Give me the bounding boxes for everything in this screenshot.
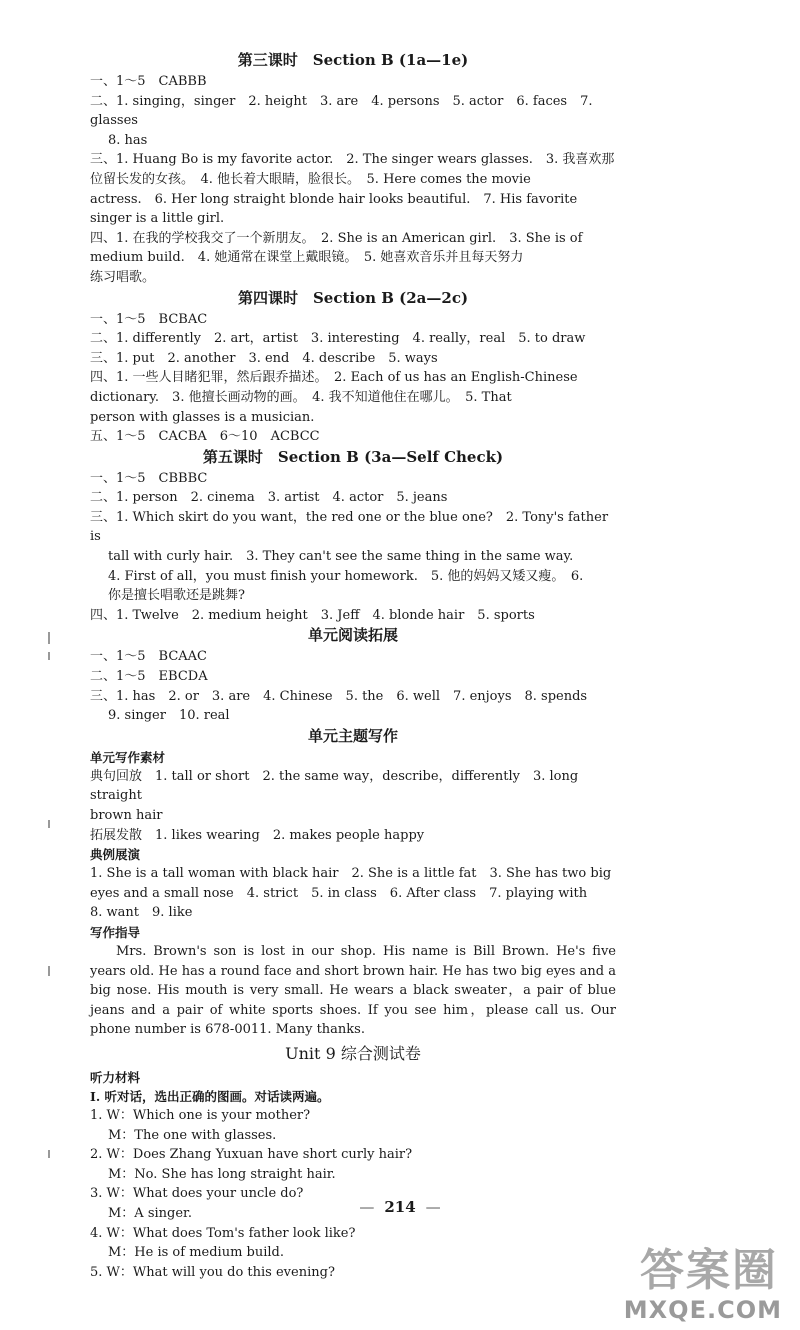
answer-line: brown hair <box>90 808 163 823</box>
section-title: 第三课时 Section B (1a—1e) <box>237 51 469 69</box>
answer-line: 二、1. singing，singer 2. height 3. are 4. persons 5. actor 6. faces 7. glasses <box>90 93 597 129</box>
guide-label: 写作指导 <box>90 924 141 940</box>
answer-line: actress. 6. Her long straight blonde hair looks beautiful. 7. His favorite <box>90 191 578 207</box>
answer-line: M：He is of medium build. <box>108 1245 285 1261</box>
page-number: — 214 — <box>359 1198 441 1216</box>
material-lines <box>90 767 616 845</box>
answer-line: 4. First of all，you must finish your homework. 5. 他的妈妈又矮又瘦。 6. <box>108 568 584 584</box>
answer-line: 8. want 9. like <box>90 905 193 921</box>
answer-line: 9. singer 10. real <box>108 708 230 724</box>
answer-line: 一、1～5 CABBB <box>90 74 207 89</box>
lesson-section <box>90 50 616 288</box>
sample-essay: Mrs. Brown's son is lost in our shop. His name is Bill Brown. He's five years old. He has a round face and short brown hair. He has two big eyes and a big nose. His mouth is very small. He wears a black sweater，a pair of blue jeans and a pair of white sports shoes. If you see him，please call us. Our phone number is 678-0011. Many thanks. <box>90 943 616 1038</box>
answer-line: 三、1. Huang Bo is my favorite actor. 2. The singer wears glasses. 3. 我喜欢那 <box>90 152 615 168</box>
section-title: 第五课时 Section B (3a—Self Check) <box>202 447 504 466</box>
unit-title: Unit 9 综合测试卷 <box>285 1043 421 1063</box>
answer-line: 位留长发的女孩。 4. 他长着大眼睛，脸很长。 5. Here comes the movie <box>90 171 531 187</box>
answer-line: 5. W：What will you do this evening? <box>90 1264 335 1280</box>
answer-line: 一、1～5 BCBAC <box>90 311 208 327</box>
margin-mark <box>48 652 50 660</box>
answer-line: M：The one with glasses. <box>108 1127 277 1143</box>
writing-section <box>90 726 616 1040</box>
answer-line: 拓展发散 1. likes wearing 2. makes people happy <box>90 827 425 843</box>
margin-mark <box>48 1150 50 1158</box>
lesson-sections <box>90 50 616 726</box>
answer-page <box>90 50 616 1282</box>
answer-line: 1. She is a tall woman with black hair 2. She is a little fat 3. She has two big <box>90 866 612 882</box>
answer-line: 4. W：What does Tom's father look like? <box>90 1225 356 1241</box>
section-title: 单元阅读拓展 <box>307 626 398 645</box>
watermark-site: MXQE.COM <box>623 1296 782 1324</box>
answer-line: 二、1. person 2. cinema 3. artist 4. actor 5. jeans <box>90 490 448 506</box>
lesson-section <box>90 288 616 447</box>
lesson-section <box>90 447 616 626</box>
unit-test-section <box>90 1044 616 1282</box>
answer-line: 典句回放 1. tall or short 2. the same way，describe，differently 3. long straight <box>90 768 583 804</box>
answer-line: 五、1～5 CACBA 6～10 ACBCC <box>90 429 320 445</box>
answer-line: 8. has <box>108 132 148 148</box>
answer-line: 二、1. differently 2. art，artist 3. interesting 4. really，real 5. to draw <box>90 331 586 347</box>
answer-line: singer is a little girl. <box>90 211 225 227</box>
margin-mark <box>48 632 50 644</box>
answer-line: person with glasses is a musician. <box>90 409 315 425</box>
answer-line: 三、1. Which skirt do you want，the red one or the blue one? 2. Tony's father is <box>90 509 613 545</box>
example-lines <box>90 864 616 923</box>
answer-line: 三、1. put 2. another 3. end 4. describe 5. ways <box>90 350 438 366</box>
writing-title: 单元主题写作 <box>307 726 398 745</box>
listening-instruction: Ⅰ. 听对话，选出正确的图画。对话读两遍。 <box>90 1088 330 1104</box>
answer-line: M：No. She has long straight hair. <box>108 1166 336 1182</box>
answer-line: 你是擅长唱歌还是跳舞? <box>108 588 245 604</box>
answer-line: medium build. 4. 她通常在课堂上戴眼镜。 5. 她喜欢音乐并且每天努力 <box>90 250 524 266</box>
answer-line: eyes and a small nose 4. strict 5. in class 6. After class 7. playing with <box>90 885 588 901</box>
answer-line: dictionary. 3. 他擅长画动物的画。 4. 我不知道他住在哪儿。 5. That <box>90 389 512 405</box>
answer-line: 练习唱歌。 <box>90 269 156 285</box>
material-label: 单元写作素材 <box>90 749 166 765</box>
answer-line: 2. W：Does Zhang Yuxuan have short curly hair? <box>90 1147 413 1163</box>
example-label: 典例展演 <box>90 847 141 863</box>
answer-line: 四、1. 在我的学校我交了一个新朋友。 2. She is an American girl. 3. She is of <box>90 230 583 246</box>
answer-line: tall with curly hair. 3. They can't see the same thing in the same way. <box>108 549 574 565</box>
answer-line: 1. W：Which one is your mother? <box>90 1107 311 1123</box>
margin-mark <box>48 820 50 828</box>
margin-mark <box>48 966 50 976</box>
dialogue-lines <box>90 1106 616 1282</box>
answer-line: 四、1. 一些人目睹犯罪，然后跟乔描述。 2. Each of us has an English-Chinese <box>90 370 578 386</box>
answer-line: 一、1～5 BCAAC <box>90 649 208 665</box>
listening-label: 听力材料 <box>90 1069 141 1085</box>
lesson-section <box>90 625 616 725</box>
answer-line: M：A singer. <box>108 1205 192 1221</box>
answer-line: 四、1. Twelve 2. medium height 3. Jeff 4. blonde hair 5. sports <box>90 607 535 623</box>
section-title: 第四课时 Section B (2a—2c) <box>237 288 469 307</box>
answer-line: 3. W：What does your uncle do? <box>90 1186 304 1202</box>
answer-line: 三、1. has 2. or 3. are 4. Chinese 5. the 6. well 7. enjoys 8. spends <box>90 688 588 704</box>
watermark-logo: 答案圈 <box>640 1245 778 1296</box>
answer-line: 一、1～5 CBBBC <box>90 470 208 486</box>
answer-line: 二、1～5 EBCDA <box>90 669 208 685</box>
